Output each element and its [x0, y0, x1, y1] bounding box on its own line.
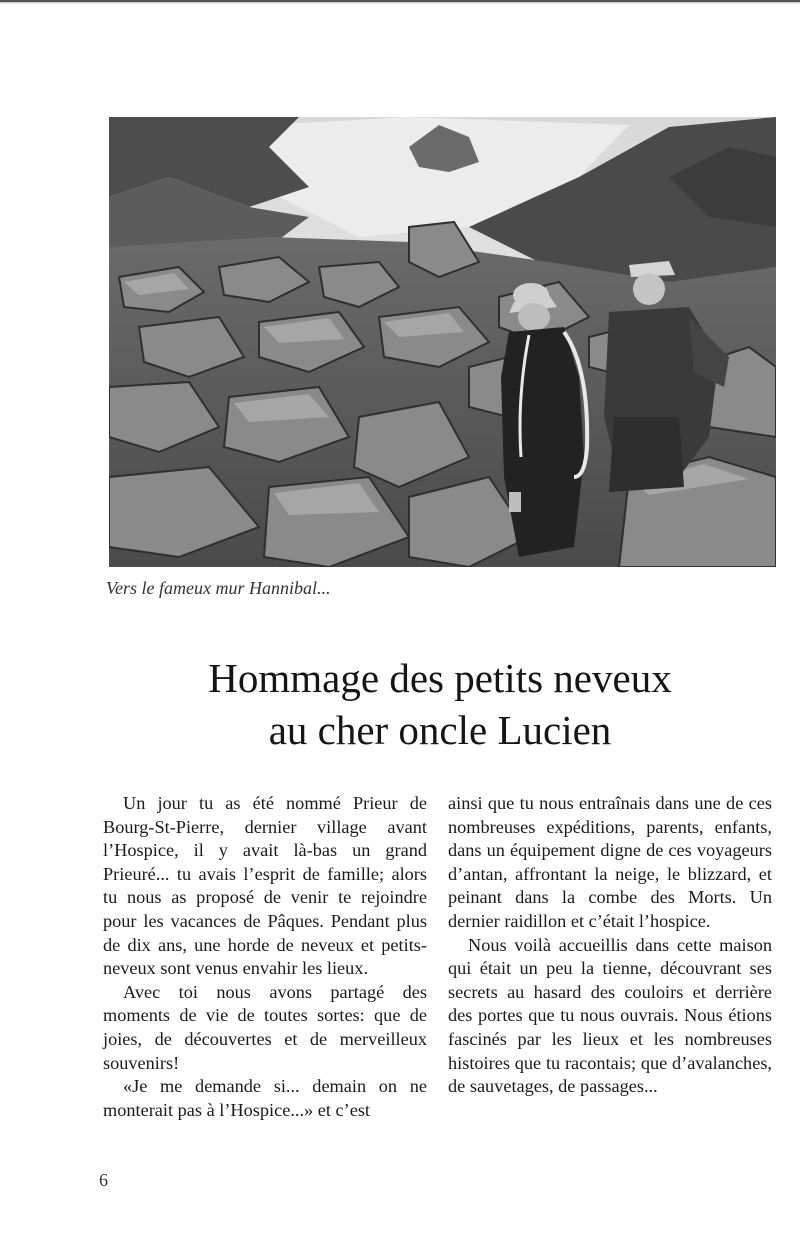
paragraph: Avec toi nous avons partagé des moments de vie de toutes sortes: que de joies, de découvertes et de merveilleux souvenirs! [103, 981, 427, 1073]
paragraph: Nous voilà accueillis dans cette maison qui était un peu la tienne, découvrant ses secrets au hasard des couloirs et derrière des portes que tu nous ouvrais. Nous étions fascinés par les lieux et les nombreuses histoires que tu racontais; que d’avalanches, de sauvetages, de passages... [448, 934, 772, 1097]
article-title [100, 652, 780, 756]
top-rule [0, 0, 800, 4]
text-column-left [103, 792, 427, 1122]
article-title-line-2: au cher oncle Lucien [268, 707, 612, 753]
paragraph: Un jour tu as été nommé Prieur de Bourg-St-Pierre, dernier village avant l’Hospice, il y avait là-bas un grand Prieuré... tu avais l’esprit de famille; alors tu nous as proposé de venir te rejoindre pour les vacances de Pâques. Pendant plus de dix ans, une horde de neveux et petits-neveux sont venus envahir les lieux. [103, 793, 427, 979]
text-column-right [448, 792, 772, 1099]
mountain-photo [109, 117, 776, 567]
photo-caption: Vers le fameux mur Hannibal... [106, 578, 331, 598]
paragraph: ainsi que tu nous entraînais dans une de ces nombreuses expéditions, parents, enfants, dans un équipement digne de ces voyageurs d’antan, affrontant la neige, le blizzard, et peinant dans la combe des Morts. Un dernier raidillon et c’était l’hospice. [448, 793, 772, 931]
article-title-line-1: Hommage des petits neveux [208, 655, 672, 701]
page-number: 6 [99, 1170, 108, 1190]
paragraph: «Je me demande si... demain on ne monterait pas à l’Hospice...» et c’est [103, 1076, 427, 1120]
